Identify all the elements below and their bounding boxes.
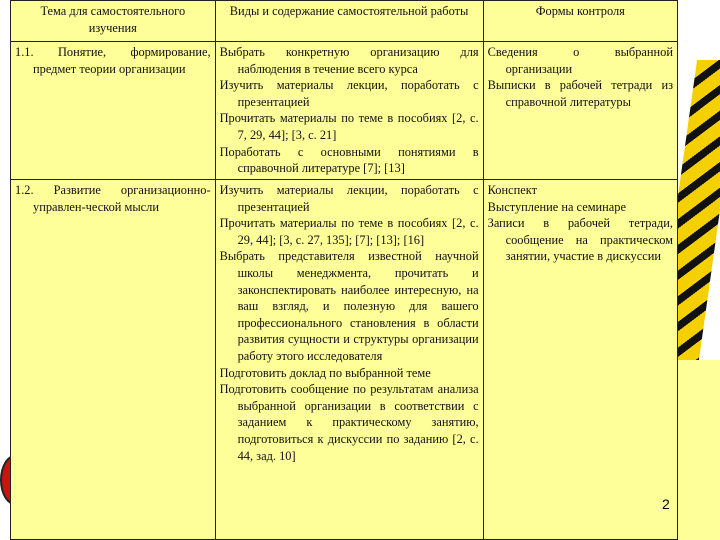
page-number: 2: [662, 496, 670, 512]
table-header-row: [11, 1, 678, 42]
header-control: Формы контроля: [483, 1, 677, 42]
control-item: Выписки в рабочей тетради из справочной литературы: [487, 78, 673, 109]
control-item: Выступление на семинаре: [487, 199, 626, 214]
work-cell: [215, 180, 483, 540]
work-cell: [215, 42, 483, 180]
work-item: Изучить материалы лекции, поработать с презентацией: [219, 78, 479, 109]
decorative-yellow-pad: [678, 360, 720, 540]
work-item: Прочитать материалы по теме в пособиях [2, с. 7, 29, 44]; [3, с. 21]: [219, 111, 479, 142]
topic-text: 1.2. Развитие организационно-управлен-ческой мысли: [15, 183, 211, 214]
table-row: [11, 42, 678, 180]
topic-text: 1.1. Понятие, формирование, предмет теории организации: [15, 45, 211, 76]
control-cell: [483, 180, 677, 540]
work-item: Подготовить сообщение по результатам анализа выбранной организации в соответствии с заданием к практическому занятию, подготовиться к дискуссии по заданию [2, с. 44, зад. 10]: [219, 382, 479, 463]
topic-cell: [11, 180, 216, 540]
work-item: Выбрать конкретную организацию для наблюдения в течение всего курса: [219, 45, 479, 76]
control-cell: [483, 42, 677, 180]
header-topic: Тема для самостоятельного изучения: [11, 1, 216, 42]
work-item: Выбрать представителя известной научной школы менеджмента, прочитать и законспектировать наиболее интересную, на ваш взгляд, и полезную для вашего профессионального становления в области развития сущности и структуры организации работу этого исследователя: [219, 249, 479, 363]
control-item: Сведения о выбранной организации: [487, 45, 673, 76]
header-work: Виды и содержание самостоятельной работы: [215, 1, 483, 42]
table-row: [11, 180, 678, 540]
topic-cell: [11, 42, 216, 180]
control-item: Записи в рабочей тетради, сообщение на практическом занятии, участие в дискуссии: [487, 216, 673, 264]
work-item: Поработать с основными понятиями в справочной литературе [7]; [13]: [219, 144, 479, 176]
work-item: Изучить материалы лекции, поработать с презентацией: [219, 183, 479, 214]
work-item: Подготовить доклад по выбранной теме: [219, 365, 431, 380]
study-plan-table: [10, 0, 678, 540]
work-item: Прочитать материалы по теме в пособиях [2, с. 29, 44]; [3, с. 27, 135]; [7]; [13]; [16]: [219, 216, 479, 247]
control-item: Конспект: [487, 183, 537, 197]
